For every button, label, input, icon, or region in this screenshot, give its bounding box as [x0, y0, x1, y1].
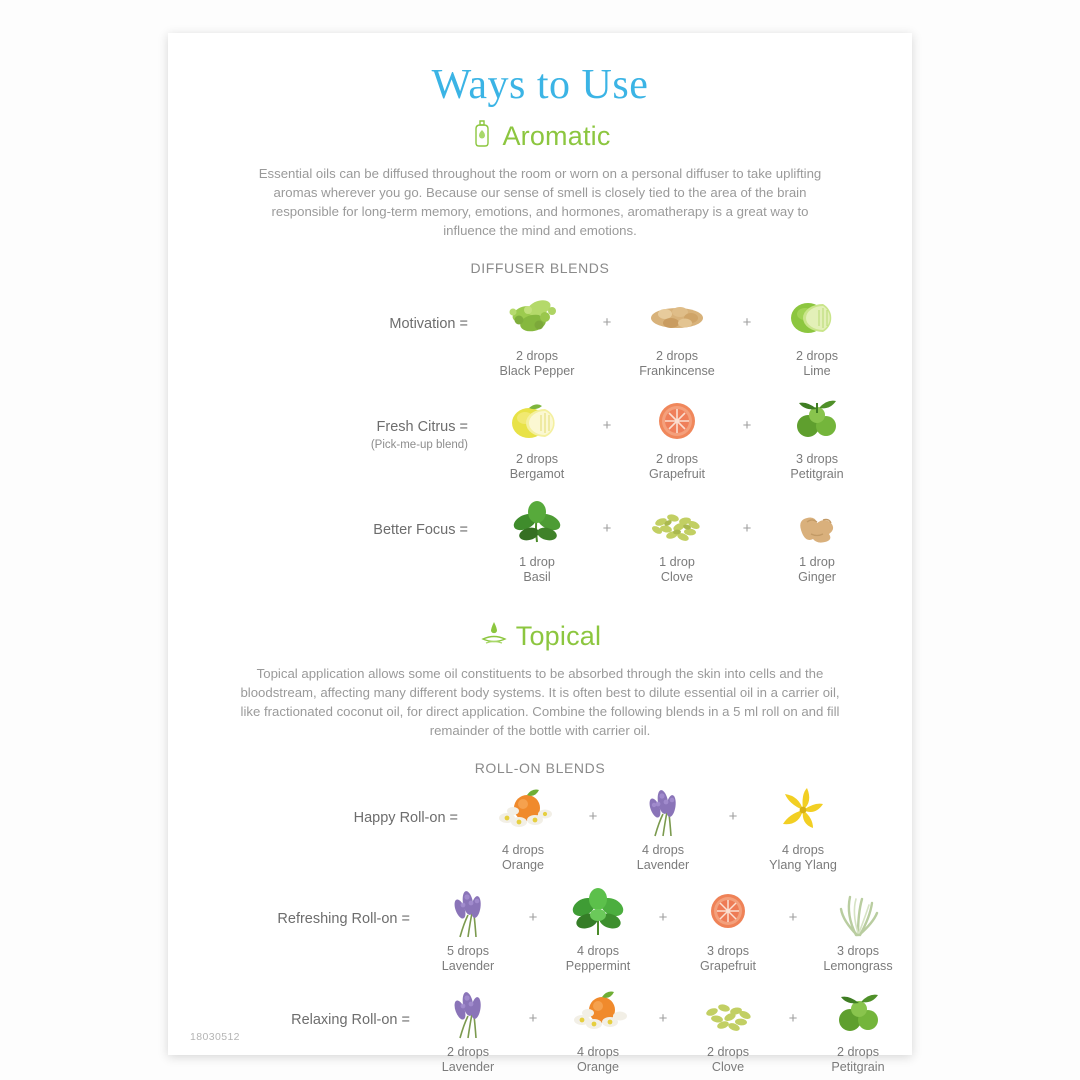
blend-item — [744, 784, 862, 873]
blend-item — [758, 393, 876, 482]
blend-row-sublabel: (Pick-me-up blend) — [370, 439, 468, 451]
page-title: Ways to Use — [431, 62, 649, 108]
petitgrain-image — [775, 393, 859, 449]
plus-symbol: + — [742, 520, 752, 537]
blend-item — [544, 885, 652, 974]
plus-symbol: + — [602, 417, 612, 434]
plus-symbol: + — [728, 808, 738, 825]
blend-item-caption: 3 drops Petitgrain — [790, 452, 844, 481]
section-header-aromatic — [168, 119, 912, 154]
blend-item — [414, 885, 522, 974]
blend-row-label: Happy Roll-on = — [353, 810, 458, 826]
blend-item — [464, 784, 582, 873]
plus-symbol: + — [528, 909, 538, 926]
blend-row-label: Motivation = — [389, 316, 468, 332]
blend-items — [464, 784, 862, 873]
blend-items — [478, 290, 876, 379]
plus-symbol: + — [588, 808, 598, 825]
lavender-image — [426, 986, 510, 1042]
plus-symbol: + — [602, 314, 612, 331]
lemongrass-image — [816, 885, 900, 941]
clove-image — [635, 496, 719, 552]
topical-body-text: Topical application allows some oil constituents to be absorbed through the skin into cells and the bloodstream, affecting many different body systems. It is often best to dilute essential oil in a carrier oil, like fractionated coconut oil, for direct application. Combine the following blends in a 5 ml roll on and fill remainder of the bottle with carrier oil. — [240, 666, 840, 738]
blend-row-label: Better Focus = — [373, 522, 468, 538]
blend-item-caption: 3 drops Grapefruit — [700, 944, 756, 973]
blend-item-caption: 5 drops Lavender — [441, 944, 495, 973]
diffuser-blends-title: DIFFUSER BLENDS — [470, 260, 610, 276]
plus-symbol: + — [658, 1010, 668, 1027]
ginger-image — [775, 496, 859, 552]
orange-image — [556, 986, 640, 1042]
section-heading-label: Aromatic — [502, 121, 611, 151]
petitgrain-image — [816, 986, 900, 1042]
black-pepper-image — [495, 290, 579, 346]
plus-symbol: + — [602, 520, 612, 537]
blend-item — [544, 986, 652, 1075]
diffuser-bottle-icon — [469, 119, 495, 154]
blend-item — [758, 290, 876, 379]
blend-item-caption: 3 drops Lemongrass — [823, 944, 893, 973]
frankincense-image — [635, 290, 719, 346]
blend-items — [414, 986, 912, 1075]
topical-drop-icon — [479, 619, 509, 654]
blend-item-caption: 4 drops Orange — [576, 1045, 619, 1074]
blend-item-caption: 1 drop Basil — [519, 555, 555, 584]
plus-symbol: + — [658, 909, 668, 926]
blend-item-caption: 2 drops Clove — [706, 1045, 749, 1074]
blend-items — [414, 885, 912, 974]
plus-symbol: + — [742, 417, 752, 434]
blend-row-label: Relaxing Roll-on = — [291, 1012, 410, 1028]
blend-item-caption: 4 drops Ylang Ylang — [769, 843, 837, 872]
rollon-blends-title: ROLL-ON BLENDS — [474, 760, 606, 776]
lime-image — [775, 290, 859, 346]
orange-image — [481, 784, 565, 840]
document-code: 18030512 — [190, 1031, 240, 1043]
lavender-image — [621, 784, 705, 840]
blend-item-caption: 2 drops Lavender — [441, 1045, 495, 1074]
basil-image — [495, 496, 579, 552]
aromatic-body-text: Essential oils can be diffused throughout the room or worn on a personal diffuser to take uplifting aromas wherever you go. Because our sense of smell is closely tied to the area of the brain responsible for long-term memory, emotions, and hormones, aromatherapy is a great way to influence the mind and emotions. — [258, 166, 822, 238]
blend-items — [478, 496, 876, 585]
blend-row — [168, 290, 912, 379]
section-heading-label: Topical — [515, 621, 602, 651]
blend-item-caption: 2 drops Black Pepper — [499, 349, 575, 378]
blend-row — [168, 885, 912, 974]
blend-item-caption: 2 drops Grapefruit — [649, 452, 705, 481]
blend-item — [478, 496, 596, 585]
blend-row — [168, 496, 912, 585]
grapefruit-image — [635, 393, 719, 449]
grapefruit-image — [686, 885, 770, 941]
blend-item — [674, 885, 782, 974]
plus-symbol: + — [742, 314, 752, 331]
section-header-topical — [168, 619, 912, 654]
blend-items — [478, 393, 876, 482]
blend-item — [604, 784, 722, 873]
plus-symbol: + — [528, 1010, 538, 1027]
blend-row — [168, 784, 912, 873]
blend-item-caption: 4 drops Lavender — [636, 843, 690, 872]
bergamot-image — [495, 393, 579, 449]
blend-item-caption: 1 drop Clove — [659, 555, 695, 584]
blend-item-caption: 2 drops Bergamot — [509, 452, 565, 481]
blend-item — [478, 290, 596, 379]
blend-item — [674, 986, 782, 1075]
blend-item — [618, 393, 736, 482]
plus-symbol: + — [788, 909, 798, 926]
blend-item — [804, 986, 912, 1075]
blend-item — [478, 393, 596, 482]
blend-row — [168, 986, 912, 1075]
blend-item-caption: 4 drops Orange — [501, 843, 544, 872]
blend-item — [758, 496, 876, 585]
blend-item-caption: 1 drop Ginger — [798, 555, 836, 584]
peppermint-image — [556, 885, 640, 941]
plus-symbol: + — [788, 1010, 798, 1027]
clove-image — [686, 986, 770, 1042]
blend-item — [618, 496, 736, 585]
blend-item — [804, 885, 912, 974]
blend-item-caption: 4 drops Peppermint — [565, 944, 631, 973]
blend-item — [414, 986, 522, 1075]
lavender-image — [426, 885, 510, 941]
ylang-ylang-image — [761, 784, 845, 840]
blend-row-label: Fresh Citrus = (Pick-me-up blend) — [168, 393, 468, 453]
blend-row — [168, 393, 912, 482]
blend-item-caption: 2 drops Lime — [795, 349, 838, 378]
document-sheet — [168, 33, 912, 1074]
blend-item-caption: 2 drops Petitgrain — [831, 1045, 885, 1074]
blend-item — [618, 290, 736, 379]
blend-item-caption: 2 drops Frankincense — [639, 349, 715, 378]
blend-row-label: Refreshing Roll-on = — [277, 911, 410, 927]
